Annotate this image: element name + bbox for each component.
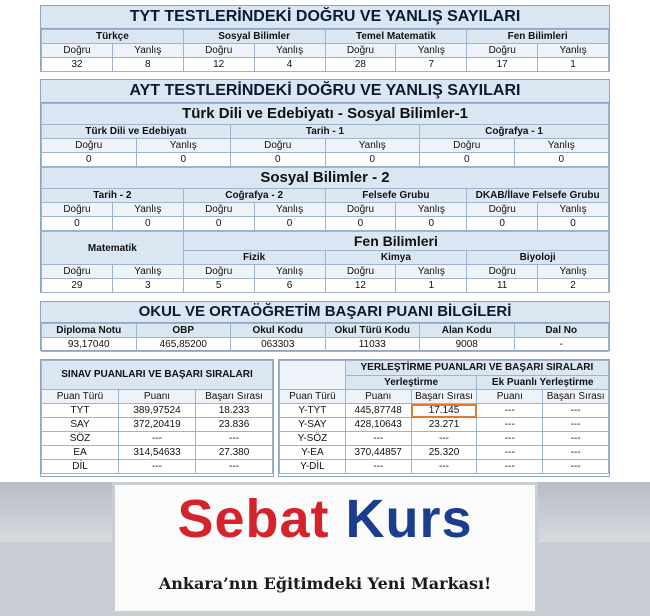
yerlestirme-title: YERLEŞTİRME PUANLARI VE BAŞARI SIRALARI [345, 361, 608, 376]
yerlestirme-basari-sirasi: 25.320 [411, 446, 477, 460]
dogru-label: Doğru [42, 203, 113, 217]
table-row [42, 432, 273, 446]
ek-puani: --- [477, 446, 543, 460]
sinav-puani: --- [119, 432, 196, 446]
tyt-fen-dogru: 17 [467, 58, 538, 72]
ayt-matematik-yanlis: 3 [112, 279, 183, 293]
sinav-puan-turu: SÖZ [42, 432, 119, 446]
sinav-header-puani: Puanı [119, 390, 196, 404]
obp-alan-kodu-value: 9008 [420, 338, 515, 352]
yerlestirme-corner [280, 361, 346, 390]
ayt-felsefe-dogru: 0 [325, 217, 396, 231]
yerlestirme-puani: 445,87748 [345, 404, 411, 418]
ayt-tarih2-yanlis: 0 [112, 217, 183, 231]
obp-dal-no-value: - [514, 338, 609, 352]
ayt-subject-cografya2: Coğrafya - 2 [183, 189, 325, 203]
tyt-turkce-dogru: 32 [42, 58, 113, 72]
obp-header-okul-kodu: Okul Kodu [231, 324, 326, 338]
ayt-subject-biyoloji: Biyoloji [467, 251, 609, 265]
ek-puani: --- [477, 418, 543, 432]
ayt-subject-kimya: Kimya [325, 251, 467, 265]
table-row [280, 404, 609, 418]
obp-header-diploma: Diploma Notu [42, 324, 137, 338]
yanlis-label: Yanlış [254, 265, 325, 279]
yerlestirme-basari-sirasi: --- [411, 432, 477, 446]
dogru-label: Doğru [183, 44, 254, 58]
yerlestirme-puan-turu: Y-SÖZ [280, 432, 346, 446]
ayt-tarih1-yanlis: 0 [325, 153, 420, 167]
ayt-tarih2-dogru: 0 [42, 217, 113, 231]
obp-header-alan-kodu: Alan Kodu [420, 324, 515, 338]
ayt-table-matfen [41, 231, 609, 293]
ayt-table-section2 [41, 167, 609, 231]
ek-basari-sirasi: --- [543, 460, 609, 474]
obp-okul-turu-value: 11033 [325, 338, 420, 352]
yerlestirme-card [278, 359, 610, 477]
ek-basari-sirasi: --- [543, 446, 609, 460]
dogru-label: Doğru [467, 203, 538, 217]
dogru-label: Doğru [325, 265, 396, 279]
dogru-label: Doğru [467, 265, 538, 279]
table-row [42, 446, 273, 460]
ayt-felsefe-yanlis: 0 [396, 217, 467, 231]
yanlis-label: Yanlış [538, 44, 609, 58]
obp-header-okul-turu: Okul Türü Kodu [325, 324, 420, 338]
sinav-puan-turu: SAY [42, 418, 119, 432]
ek-puani: --- [477, 432, 543, 446]
tyt-card [40, 5, 610, 72]
dogru-label: Doğru [420, 139, 515, 153]
yanlis-label: Yanlış [325, 139, 420, 153]
sinav-basari-sirasi: 23.836 [196, 418, 273, 432]
tyt-matematik-dogru: 28 [325, 58, 396, 72]
yerlestirme-puani: --- [345, 432, 411, 446]
tyt-subject-fen: Fen Bilimleri [467, 30, 609, 44]
ayt-subject-dkab: DKAB/İlave Felsefe Grubu [467, 189, 609, 203]
sinav-puan-turu: DİL [42, 460, 119, 474]
yerlestirme-puani: --- [345, 460, 411, 474]
yerlestirme-header-puan-turu: Puan Türü [280, 390, 346, 404]
ek-header-puani: Puanı [477, 390, 543, 404]
sinav-title: SINAV PUANLARI VE BAŞARI SIRALARI [42, 361, 273, 390]
table-row [280, 418, 609, 432]
brand-name-sebat: Sebat [177, 489, 330, 549]
sinav-basari-sirasi: --- [196, 460, 273, 474]
dogru-label: Doğru [42, 265, 113, 279]
ayt-tarih1-dogru: 0 [231, 153, 326, 167]
ayt-cografya1-yanlis: 0 [514, 153, 609, 167]
sinav-header-basari-sirasi: Başarı Sırası [196, 390, 273, 404]
tyt-matematik-yanlis: 7 [396, 58, 467, 72]
tyt-sosyal-yanlis: 4 [254, 58, 325, 72]
dogru-label: Doğru [42, 44, 113, 58]
yerlestirme-header-puani: Puanı [345, 390, 411, 404]
ek-puani: --- [477, 404, 543, 418]
dogru-label: Doğru [325, 44, 396, 58]
ayt-fizik-dogru: 5 [183, 279, 254, 293]
table-row [280, 432, 609, 446]
ayt-edebiyat-yanlis: 0 [136, 153, 231, 167]
yerlestirme-table [279, 360, 609, 474]
dogru-label: Doğru [183, 203, 254, 217]
ayt-subject-tarih1: Tarih - 1 [231, 125, 420, 139]
tyt-sosyal-dogru: 12 [183, 58, 254, 72]
sinav-puani: 314,54633 [119, 446, 196, 460]
yanlis-label: Yanlış [254, 44, 325, 58]
ayt-subject-edebiyat: Türk Dili ve Edebiyatı [42, 125, 231, 139]
obp-card [40, 301, 610, 351]
blurred-background-right [538, 482, 650, 542]
sinav-puani: 389,97524 [119, 404, 196, 418]
ayt-title: AYT TESTLERİNDEKİ DOĞRU VE YANLIŞ SAYILARI [41, 80, 609, 103]
ayt-section2-title: Sosyal Bilimler - 2 [42, 168, 609, 189]
table-row [42, 460, 273, 474]
obp-table [41, 323, 609, 352]
ayt-fizik-yanlis: 6 [254, 279, 325, 293]
ek-basari-sirasi: --- [543, 418, 609, 432]
ayt-edebiyat-dogru: 0 [42, 153, 137, 167]
ek-basari-sirasi: --- [543, 404, 609, 418]
ayt-kimya-yanlis: 1 [396, 279, 467, 293]
yerlestirme-puan-turu: Y-DİL [280, 460, 346, 474]
ayt-section1-title: Türk Dili ve Edebiyatı - Sosyal Bilimler-1 [42, 104, 609, 125]
sinav-header-puan-turu: Puan Türü [42, 390, 119, 404]
yerlestirme-group-2: Ek Puanlı Yerleştirme [477, 375, 609, 390]
tyt-table [41, 29, 609, 72]
ek-header-basari-sirasi: Başarı Sırası [543, 390, 609, 404]
ek-puani: --- [477, 460, 543, 474]
sinav-basari-sirasi: --- [196, 432, 273, 446]
ayt-subject-matematik: Matematik [42, 232, 184, 265]
tyt-fen-yanlis: 1 [538, 58, 609, 72]
sinav-puan-turu: EA [42, 446, 119, 460]
obp-obp-value: 465,85200 [136, 338, 231, 352]
yanlis-label: Yanlış [112, 203, 183, 217]
sinav-card [40, 359, 274, 477]
yanlis-label: Yanlış [254, 203, 325, 217]
yerlestirme-group-1: Yerleştirme [345, 375, 477, 390]
ayt-dkab-dogru: 0 [467, 217, 538, 231]
sinav-table [41, 360, 273, 474]
yerlestirme-basari-sirasi: 23.271 [411, 418, 477, 432]
ayt-cografya1-dogru: 0 [420, 153, 515, 167]
tyt-subject-turkce: Türkçe [42, 30, 184, 44]
yerlestirme-puan-turu: Y-EA [280, 446, 346, 460]
yanlis-label: Yanlış [396, 44, 467, 58]
ayt-matematik-dogru: 29 [42, 279, 113, 293]
yerlestirme-puan-turu: Y-SAY [280, 418, 346, 432]
obp-title: OKUL VE ORTAÖĞRETİM BAŞARI PUANI BİLGİLERİ [41, 302, 609, 323]
yerlestirme-basari-sirasi-highlighted: 17.145 [411, 404, 477, 418]
yanlis-label: Yanlış [136, 139, 231, 153]
sinav-puan-turu: TYT [42, 404, 119, 418]
ayt-card [40, 79, 610, 293]
sinav-basari-sirasi: 18.233 [196, 404, 273, 418]
yanlis-label: Yanlış [514, 139, 609, 153]
dogru-label: Doğru [42, 139, 137, 153]
table-row [280, 460, 609, 474]
ayt-subject-felsefe: Felsefe Grubu [325, 189, 467, 203]
table-row [280, 446, 609, 460]
brand-logo [122, 488, 528, 550]
ayt-subject-tarih2: Tarih - 2 [42, 189, 184, 203]
yanlis-label: Yanlış [538, 265, 609, 279]
brand-name-kurs: Kurs [345, 489, 473, 549]
tyt-turkce-yanlis: 8 [112, 58, 183, 72]
ayt-biyoloji-dogru: 11 [467, 279, 538, 293]
yanlis-label: Yanlış [396, 265, 467, 279]
sinav-puani: 372,20419 [119, 418, 196, 432]
blurred-background-left [0, 482, 112, 542]
dogru-label: Doğru [325, 203, 396, 217]
ayt-biyoloji-yanlis: 2 [538, 279, 609, 293]
tyt-subject-matematik: Temel Matematik [325, 30, 467, 44]
dogru-label: Doğru [183, 265, 254, 279]
ayt-fen-title: Fen Bilimleri [183, 232, 608, 251]
yerlestirme-basari-sirasi: --- [411, 460, 477, 474]
dogru-label: Doğru [231, 139, 326, 153]
obp-header-obp: OBP [136, 324, 231, 338]
yerlestirme-puani: 370,44857 [345, 446, 411, 460]
tyt-title: TYT TESTLERİNDEKİ DOĞRU VE YANLIŞ SAYILARI [41, 6, 609, 29]
dogru-label: Doğru [467, 44, 538, 58]
ayt-subject-fizik: Fizik [183, 251, 325, 265]
yerlestirme-puani: 428,10643 [345, 418, 411, 432]
yanlis-label: Yanlış [112, 44, 183, 58]
ek-basari-sirasi: --- [543, 432, 609, 446]
yanlis-label: Yanlış [538, 203, 609, 217]
ayt-kimya-dogru: 12 [325, 279, 396, 293]
ayt-dkab-yanlis: 0 [538, 217, 609, 231]
table-row [42, 418, 273, 432]
sinav-puani: --- [119, 460, 196, 474]
table-row [42, 404, 273, 418]
ayt-table-section1 [41, 103, 609, 167]
yerlestirme-puan-turu: Y-TYT [280, 404, 346, 418]
sinav-basari-sirasi: 27.380 [196, 446, 273, 460]
obp-header-dal-no: Dal No [514, 324, 609, 338]
tyt-subject-sosyal: Sosyal Bilimler [183, 30, 325, 44]
yanlis-label: Yanlış [396, 203, 467, 217]
ayt-cografya2-dogru: 0 [183, 217, 254, 231]
obp-okul-kodu-value: 063303 [231, 338, 326, 352]
brand-tagline: Ankara’nın Eğitimdeki Yeni Markası! [158, 574, 492, 593]
obp-diploma-value: 93,17040 [42, 338, 137, 352]
ayt-cografya2-yanlis: 0 [254, 217, 325, 231]
yerlestirme-header-basari-sirasi: Başarı Sırası [411, 390, 477, 404]
ayt-subject-cografya1: Coğrafya - 1 [420, 125, 609, 139]
yanlis-label: Yanlış [112, 265, 183, 279]
